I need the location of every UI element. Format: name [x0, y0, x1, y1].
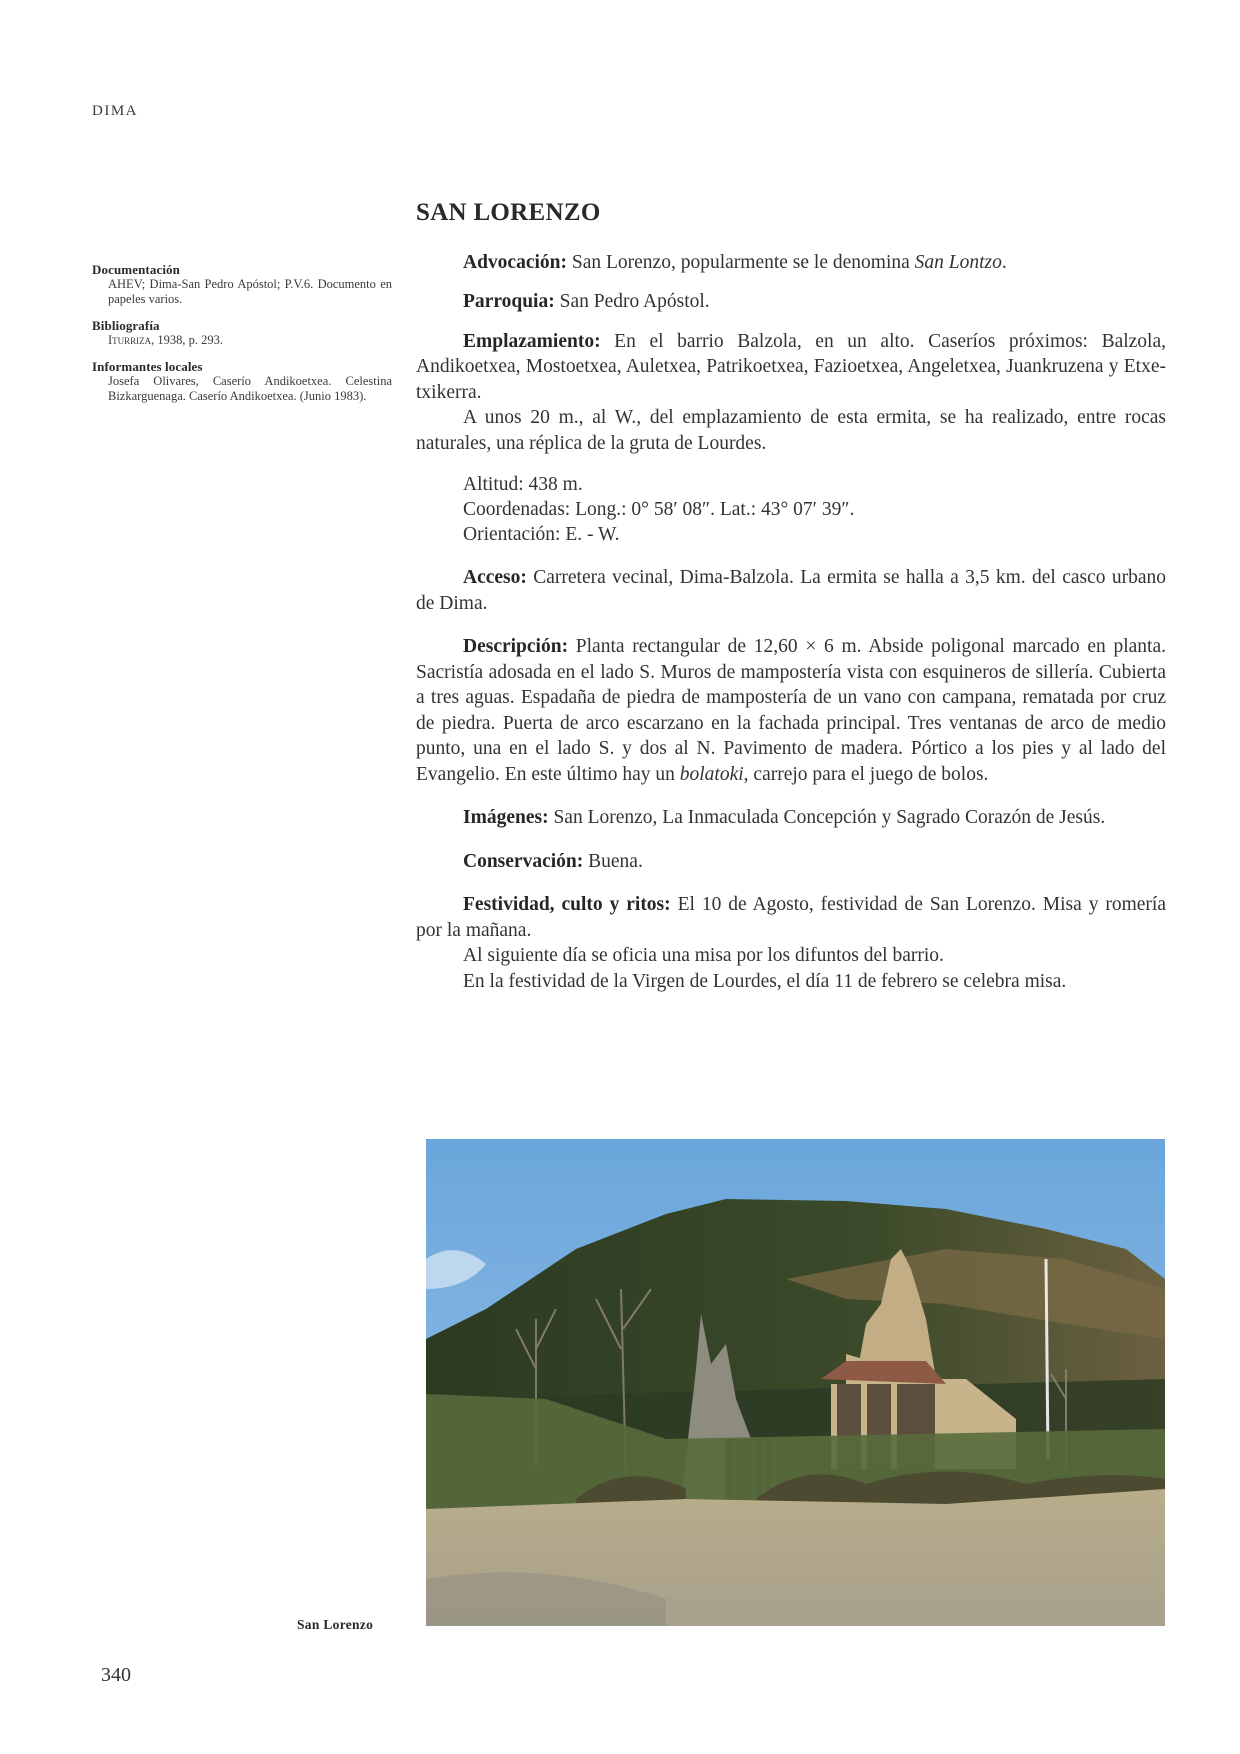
field-label: Advocación:	[463, 251, 567, 273]
para-acceso	[416, 565, 1166, 616]
bibliography-author: Iturriza	[108, 333, 152, 347]
section-title: Informantes locales	[92, 359, 203, 374]
field-label: Parroquia:	[463, 291, 555, 312]
location-details	[416, 472, 1166, 547]
photo-caption: San Lorenzo	[297, 1617, 374, 1632]
para-imagenes	[416, 805, 1166, 831]
field-text: El 10 de Agosto, festividad de San Lorenzo. Misa y romería por la mañana.	[416, 894, 1167, 941]
section-body	[92, 333, 392, 348]
page-number: 340	[101, 1664, 131, 1686]
para-festividad	[416, 892, 1166, 943]
field-italic: bolatoki	[679, 763, 744, 785]
para-festividad-lourdes: En la festividad de la Virgen de Lourdes, el día 11 de febrero se celebra misa.	[463, 970, 1067, 992]
field-text: San Lorenzo, La Inmaculada Concepción y Sagrado Corazón de Jesús.	[548, 807, 1106, 828]
section-body: Josefa Olivares, Caserío Andikoetxea. Celestina Bizkarguenaga. Caserío Andikoetxea. (Junio 1983).	[108, 374, 392, 403]
field-label: Festividad, culto y ritos:	[463, 894, 671, 915]
orientation: Orientación: E. - W.	[463, 524, 620, 545]
field-italic: San Lontzo	[914, 251, 1002, 273]
field-text: En el barrio Balzola, en un alto. Caseríos próximos: Balzola, Andikoetxea, Mostoetxea, Auletxea, Patrikoetxea, Fazioetxea, Angeletxea, Juankruzena y Etxe-txikerra.	[416, 330, 1166, 403]
para-emplazamiento	[416, 329, 1166, 406]
para-emplazamiento-gruta: A unos 20 m., al W., del emplazamiento de esta ermita, se ha realizado, entre rocas naturales, una réplica de la gruta de Lourdes.	[416, 407, 1166, 454]
section-body: AHEV; Dima-San Pedro Apóstol; P.V.6. Documento en papeles varios.	[108, 277, 392, 306]
field-text: San Lorenzo, popularmente se le denomina	[567, 251, 915, 273]
hermitage-photo	[426, 1139, 1165, 1626]
field-label: Conservación:	[463, 850, 584, 872]
para-parroquia	[416, 289, 1166, 315]
field-text-end: .	[1001, 251, 1007, 273]
section-title: Bibliografía	[92, 318, 160, 333]
para-festividad-misa-difuntos: Al siguiente día se oficia una misa por los difuntos del barrio.	[463, 945, 944, 966]
field-text: Buena.	[583, 850, 643, 872]
section-title: Documentación	[92, 262, 180, 277]
main-article	[416, 200, 1166, 1008]
field-label: Acceso:	[463, 567, 527, 588]
field-text: Planta rectangular de 12,60 × 6 m. Abside poligonal marcado en planta. Sacristía adosada en el lado S. Muros de mampostería vista con esquineros de sillería. Cubierta a tres aguas. Espadaña de piedra de mampostería de un vano con campana, rematada por cruz de piedra. Puerta de arco escarzano en la fachada principal. Tres ventanas de arco de medio punto, una en el lado S. y dos al N. Pavimento de madera. Pórtico a los pies y al lado del Evangelio. En este último hay un	[416, 636, 1166, 785]
field-text: Carretera vecinal, Dima-Balzola. La ermita se halla a 3,5 km. del casco urbano de Dima.	[416, 567, 1166, 614]
altitude: Altitud: 438 m.	[463, 474, 583, 495]
para-descripcion	[416, 634, 1166, 787]
coordinates: Coordenadas: Long.: 0° 58′ 08″. Lat.: 43° 07′ 39″.	[463, 499, 855, 520]
para-advocacion	[416, 250, 1166, 276]
sidebar-references	[92, 262, 392, 415]
field-text: San Pedro Apóstol.	[554, 291, 710, 312]
section-documentacion	[92, 262, 392, 307]
photo-pole	[1046, 1259, 1048, 1459]
para-conservacion	[416, 849, 1166, 875]
field-label: Descripción:	[463, 636, 569, 657]
bibliography-details: , 1938, p. 293.	[151, 333, 224, 347]
running-head: DIMA	[92, 103, 138, 119]
section-bibliografia	[92, 318, 392, 348]
field-label: Emplazamiento:	[463, 330, 601, 352]
photo-illustration	[426, 1139, 1165, 1626]
section-informantes	[92, 359, 392, 404]
field-label: Imágenes:	[463, 807, 549, 828]
field-text-end: , carrejo para el juego de bolos.	[743, 763, 989, 785]
article-title: SAN LORENZO	[416, 199, 601, 226]
